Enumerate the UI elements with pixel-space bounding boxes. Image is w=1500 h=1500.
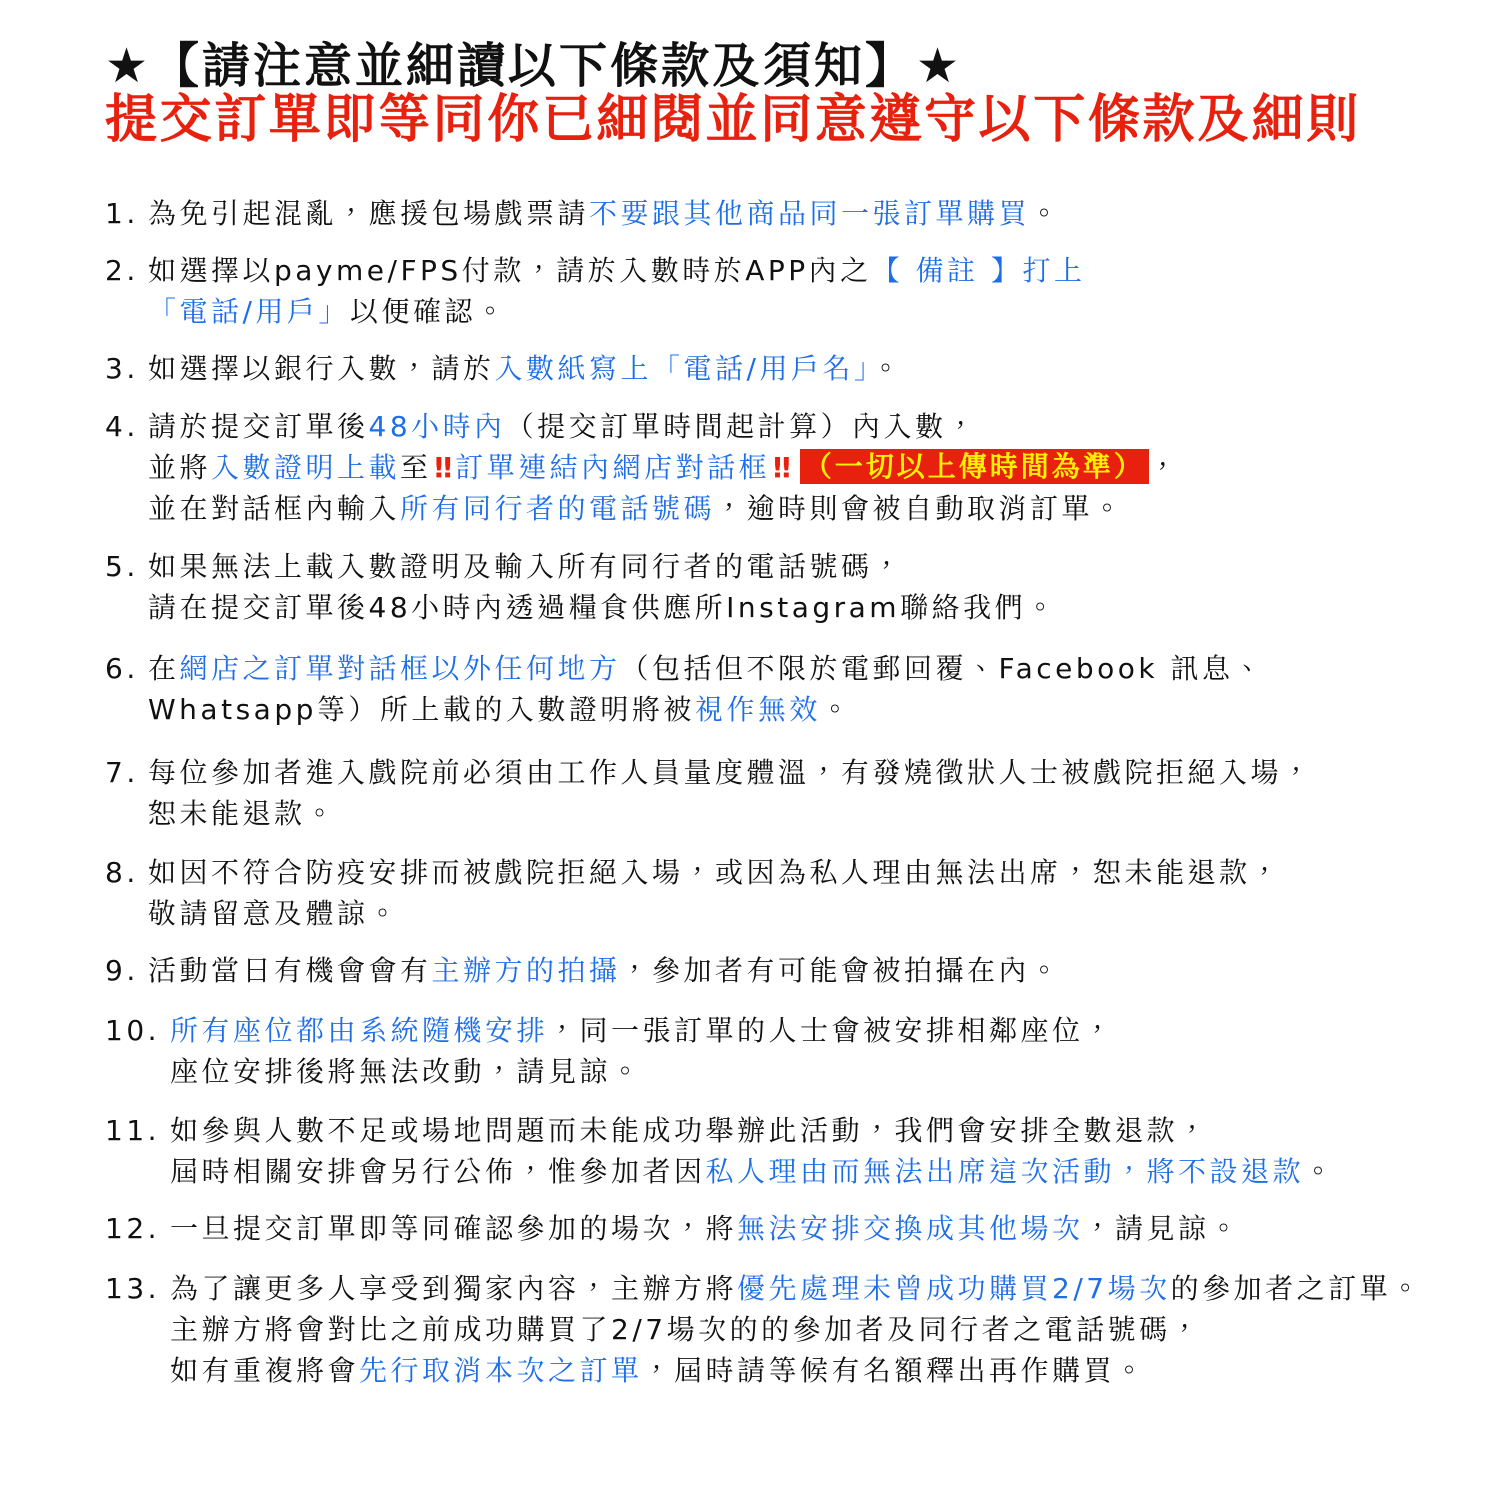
term-text: 的參加者之訂單。: [1170, 1272, 1423, 1305]
term-text: 屆時相關安排會另行公佈，惟參加者因: [170, 1155, 706, 1188]
term-line: [148, 348, 1500, 389]
term-text: ，請見諒。: [1083, 1212, 1242, 1245]
term-text: 請於提交訂單後: [148, 410, 369, 443]
term-9: [0, 950, 1500, 991]
term-text: 為免引起混亂，應援包場戲票請: [148, 197, 590, 230]
term-text: 如果無法上載入數證明及輸入所有同行者的電話號碼，: [148, 550, 905, 583]
term-text: 如有重複將會: [170, 1354, 360, 1387]
term-line: [170, 1051, 1500, 1092]
header: [105, 37, 1361, 150]
term-line: [148, 752, 1500, 793]
term-text: 每位參加者進入戲院前必須由工作人員量度體溫，有發燒徵狀人士被戲院拒絕入場，: [148, 756, 1314, 789]
term-emphasis: 優先處理未曾成功購買2/7場次: [737, 1272, 1171, 1305]
term-text: ，屆時請等候有名額釋出再作購買。: [642, 1354, 1147, 1387]
term-body: [0, 1010, 1500, 1092]
term-body: [0, 648, 1500, 730]
term-line: [148, 546, 1500, 587]
term-text: ，同一張訂單的人士會被安排相鄰座位，: [548, 1014, 1116, 1047]
term-emphasis: 無法安排交換成其他場次: [737, 1212, 1084, 1245]
term-text: （包括但不限於電郵回覆、Facebook 訊息、: [620, 652, 1265, 685]
term-line: [170, 1151, 1500, 1192]
term-emphasis: 私人理由而無法出席這次活動，將不設退款: [705, 1155, 1305, 1188]
term-number: 6.: [105, 652, 139, 685]
agreement-title: 提交訂單即等同你已細閱並同意遵守以下條款及細則: [105, 90, 1361, 150]
term-1: [0, 193, 1500, 234]
term-number: 12.: [105, 1212, 161, 1245]
term-8: [0, 852, 1500, 934]
term-number: 9.: [105, 954, 139, 987]
term-text: ，逾時則會被自動取消訂單。: [715, 492, 1125, 525]
term-emphasis: 「電話/用戶」: [148, 295, 350, 328]
term-emphasis: 48小時內: [368, 410, 506, 443]
term-line: [170, 1268, 1500, 1309]
highlighted-note: （一切以上傳時間為準）: [800, 449, 1149, 484]
term-text: 恕未能退款。: [148, 797, 338, 830]
term-line: [148, 950, 1500, 991]
term-text: 如選擇以銀行入數，請於: [148, 352, 495, 385]
term-number: 5.: [105, 550, 139, 583]
term-number: 7.: [105, 756, 139, 789]
term-body: [0, 950, 1500, 991]
term-text: 敬請留意及體諒。: [148, 897, 401, 930]
term-line: [170, 1110, 1500, 1151]
term-text: 。: [1030, 197, 1062, 230]
term-text: 一旦提交訂單即等同確認參加的場次，將: [170, 1212, 738, 1245]
term-body: [0, 1208, 1500, 1249]
term-text: 。: [1304, 1155, 1336, 1188]
term-emphasis: 訂單連結內網店對話框: [455, 451, 771, 484]
term-emphasis: 【 備註 】打上: [871, 254, 1086, 287]
term-emphasis: 入數紙寫上「電話/用戶名」: [494, 352, 872, 385]
term-number: 13.: [105, 1272, 161, 1305]
term-line: [148, 893, 1500, 934]
term-body: [0, 546, 1500, 628]
term-emphasis: 主辦方的拍攝: [431, 954, 621, 987]
term-3: [0, 348, 1500, 389]
term-12: [0, 1208, 1500, 1249]
term-number: 4.: [105, 410, 139, 443]
term-body: [0, 193, 1500, 234]
term-text: 並在對話框內輸入: [148, 492, 401, 525]
term-line: [170, 1010, 1500, 1051]
term-number: 3.: [105, 352, 139, 385]
term-body: [0, 1110, 1500, 1192]
term-text: ，參加者有可能會被拍攝在內。: [620, 954, 1062, 987]
term-text: （提交訂單時間起計算）內入數，: [505, 410, 979, 443]
term-text: 活動當日有機會會有: [148, 954, 432, 987]
term-text: 如參與人數不足或場地問題而未能成功舉辦此活動，我們會安排全數退款，: [170, 1114, 1210, 1147]
term-body: [0, 752, 1500, 834]
term-10: [0, 1010, 1500, 1092]
term-text: 至: [400, 451, 432, 484]
term-4: [0, 406, 1500, 529]
term-emphasis: 視作無效: [694, 693, 821, 726]
term-7: [0, 752, 1500, 834]
term-line: [170, 1309, 1500, 1350]
term-line: [148, 447, 1500, 488]
term-emphasis: 入數證明上載: [211, 451, 401, 484]
term-emphasis: 網店之訂單對話框以外任何地方: [179, 652, 621, 685]
term-emphasis: 先行取消本次之訂單: [359, 1354, 643, 1387]
term-number: 2.: [105, 254, 139, 287]
term-text: 如選擇以payme/FPS付款，請於入數時於APP內之: [148, 254, 872, 287]
term-text: ，: [1148, 451, 1181, 484]
term-13: [0, 1268, 1500, 1391]
term-number: 11.: [105, 1114, 161, 1147]
term-text: 。: [871, 352, 903, 385]
term-line: [148, 250, 1500, 291]
term-line: [148, 587, 1500, 628]
notice-title: ★【請注意並細讀以下條款及須知】★: [105, 38, 963, 94]
term-line: [148, 488, 1500, 529]
term-6: [0, 648, 1500, 730]
term-2: [0, 250, 1500, 332]
term-text: 如因不符合防疫安排而被戲院拒絕入場，或因為私人理由無法出席，恕未能退款，: [148, 856, 1283, 889]
term-text: Whatsapp等）所上載的入數證明將被: [148, 693, 695, 726]
term-emphasis: 所有同行者的電話號碼: [400, 492, 716, 525]
term-text: 主辦方將會對比之前成功購買了2/7場次的的參加者及同行者之電話號碼，: [170, 1313, 1203, 1346]
term-body: [0, 852, 1500, 934]
term-line: [170, 1350, 1500, 1391]
term-number: 10.: [105, 1014, 161, 1047]
term-text: 並將: [148, 451, 212, 484]
term-number: 8.: [105, 856, 139, 889]
term-text: 。: [820, 693, 853, 726]
term-body: [0, 250, 1500, 332]
term-emphasis: 不要跟其他商品同一張訂單購買: [589, 197, 1031, 230]
double-exclamation-icon: ‼: [434, 451, 453, 484]
term-line: [148, 406, 1500, 447]
term-body: [0, 406, 1500, 529]
term-text: 在: [148, 652, 180, 685]
term-text: 以便確認。: [349, 295, 508, 328]
term-line: [148, 291, 1500, 332]
term-emphasis: 所有座位都由系統隨機安排: [170, 1014, 549, 1047]
term-11: [0, 1110, 1500, 1192]
term-text: 座位安排後將無法改動，請見諒。: [170, 1055, 643, 1088]
term-line: [170, 1208, 1500, 1249]
term-line: [148, 193, 1500, 234]
term-5: [0, 546, 1500, 628]
term-number: 1.: [105, 197, 139, 230]
term-text: 請在提交訂單後48小時內透過糧食供應所Instagram聯絡我們。: [148, 591, 1058, 624]
term-text: 為了讓更多人享受到獨家內容，主辦方將: [170, 1272, 738, 1305]
term-body: [0, 348, 1500, 389]
term-line: [148, 793, 1500, 834]
term-line: [148, 689, 1500, 730]
double-exclamation-icon: ‼: [773, 451, 791, 484]
term-line: [148, 852, 1500, 893]
term-body: [0, 1268, 1500, 1391]
term-line: [148, 648, 1500, 689]
